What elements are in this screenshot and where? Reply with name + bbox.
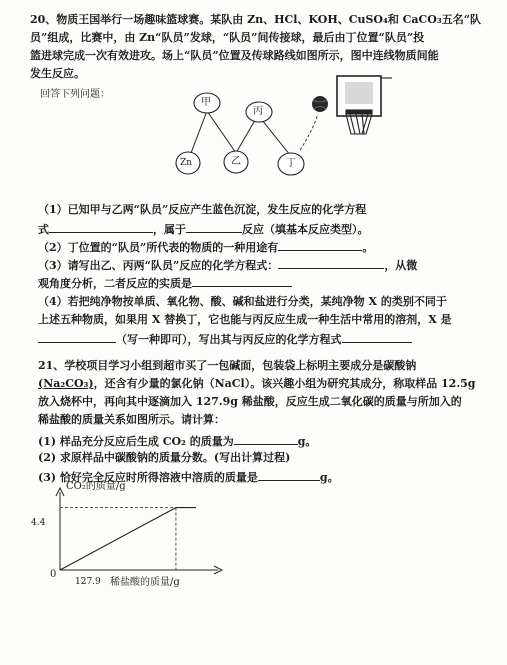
q20-part1-line2: 式 ，属于 反应（填基本反应类型）。 — [38, 223, 369, 236]
y-tick-label: 4.4 — [31, 518, 46, 528]
q21-part1: (1) 样品充分反应后生成 CO₂ 的质量为 g。 — [38, 435, 317, 448]
player-label-jia: 甲 — [201, 97, 211, 108]
q21-part2: (2) 求原样品中碳酸钠的质量分数。(写出计算过程) — [38, 451, 291, 464]
player-label-zn: Zn — [180, 158, 193, 168]
q21-line2: (Na₂CO₃)，还含有少量的氯化钠（NaCl）。该兴趣小组为研究其成分，称取样品 12.5g — [38, 377, 476, 390]
q20-line1: 20、物质王国举行一场趣味篮球赛。某队由 Zn、HCl、KOH、CuSO₄和 CaCO₃五名“队 — [30, 13, 482, 26]
q20-part3-line2: 观角度分析，二者反应的实质是 — [38, 276, 292, 289]
x-axis-label: 稀盐酸的质量/g — [110, 577, 180, 588]
q20-part4-line2: 上述五种物质，如果用 X 替换丁，它也能与丙反应生成一种生活中常用的溶剂，X 是 — [38, 313, 452, 326]
q20-part4-line1: （4）若把纯净物按单质、氧化物、酸、碱和盐进行分类，某纯净物 X 的类别不同于 — [38, 295, 447, 308]
x-tick-label: 127.9 — [75, 577, 101, 587]
q20-part2: （2）丁位置的“队员”所代表的物质的一种用途有 。 — [38, 241, 374, 254]
q20-prompt: 回答下列问题： — [40, 89, 110, 100]
q21-line3: 放入烧杯中，再向其中逐滴加入 127.9g 稀盐酸，反应生成二氧化碳的质量与所加入的 — [38, 395, 462, 408]
q21-line1: 21、学校项目学习小组到超市买了一包碱面，包装袋上标明主要成分是碳酸钠 — [38, 359, 417, 372]
y-axis-label: CO₂的质量/g — [66, 481, 126, 492]
player-label-yi: 乙 — [231, 156, 241, 167]
player-label-bing: 丙 — [253, 106, 263, 117]
q20-part3-line1: （3）请写出乙、丙两“队员”反应的化学方程式： ，从微 — [38, 259, 418, 272]
q21-line4: 稀盐酸的质量关系如图所示。请计算： — [38, 413, 225, 426]
q21-part3: (3) 恰好完全反应时所得溶液中溶质的质量是 g。 — [38, 471, 339, 484]
q20-part1-line1: （1）已知甲与乙两“队员”反应产生蓝色沉淀，发生反应的化学方程 — [38, 203, 367, 216]
q20-line4: 发生反应。 — [30, 67, 85, 80]
origin-label: 0 — [50, 569, 57, 580]
q20-part4-line3: （写一种即可），写出其与丙反应的化学方程式 — [38, 332, 412, 345]
q20-line2: 员”组成，比赛中，由 Zn“队员”发球，“队员”间传接球，最后由丁位置“队员”投 — [30, 31, 425, 44]
player-label-ding: 丁 — [286, 158, 296, 169]
q20-line3: 篮进球完成一次有效进攻。场上“队员”位置及传球路线如图所示，图中连线物质间能 — [30, 49, 439, 62]
